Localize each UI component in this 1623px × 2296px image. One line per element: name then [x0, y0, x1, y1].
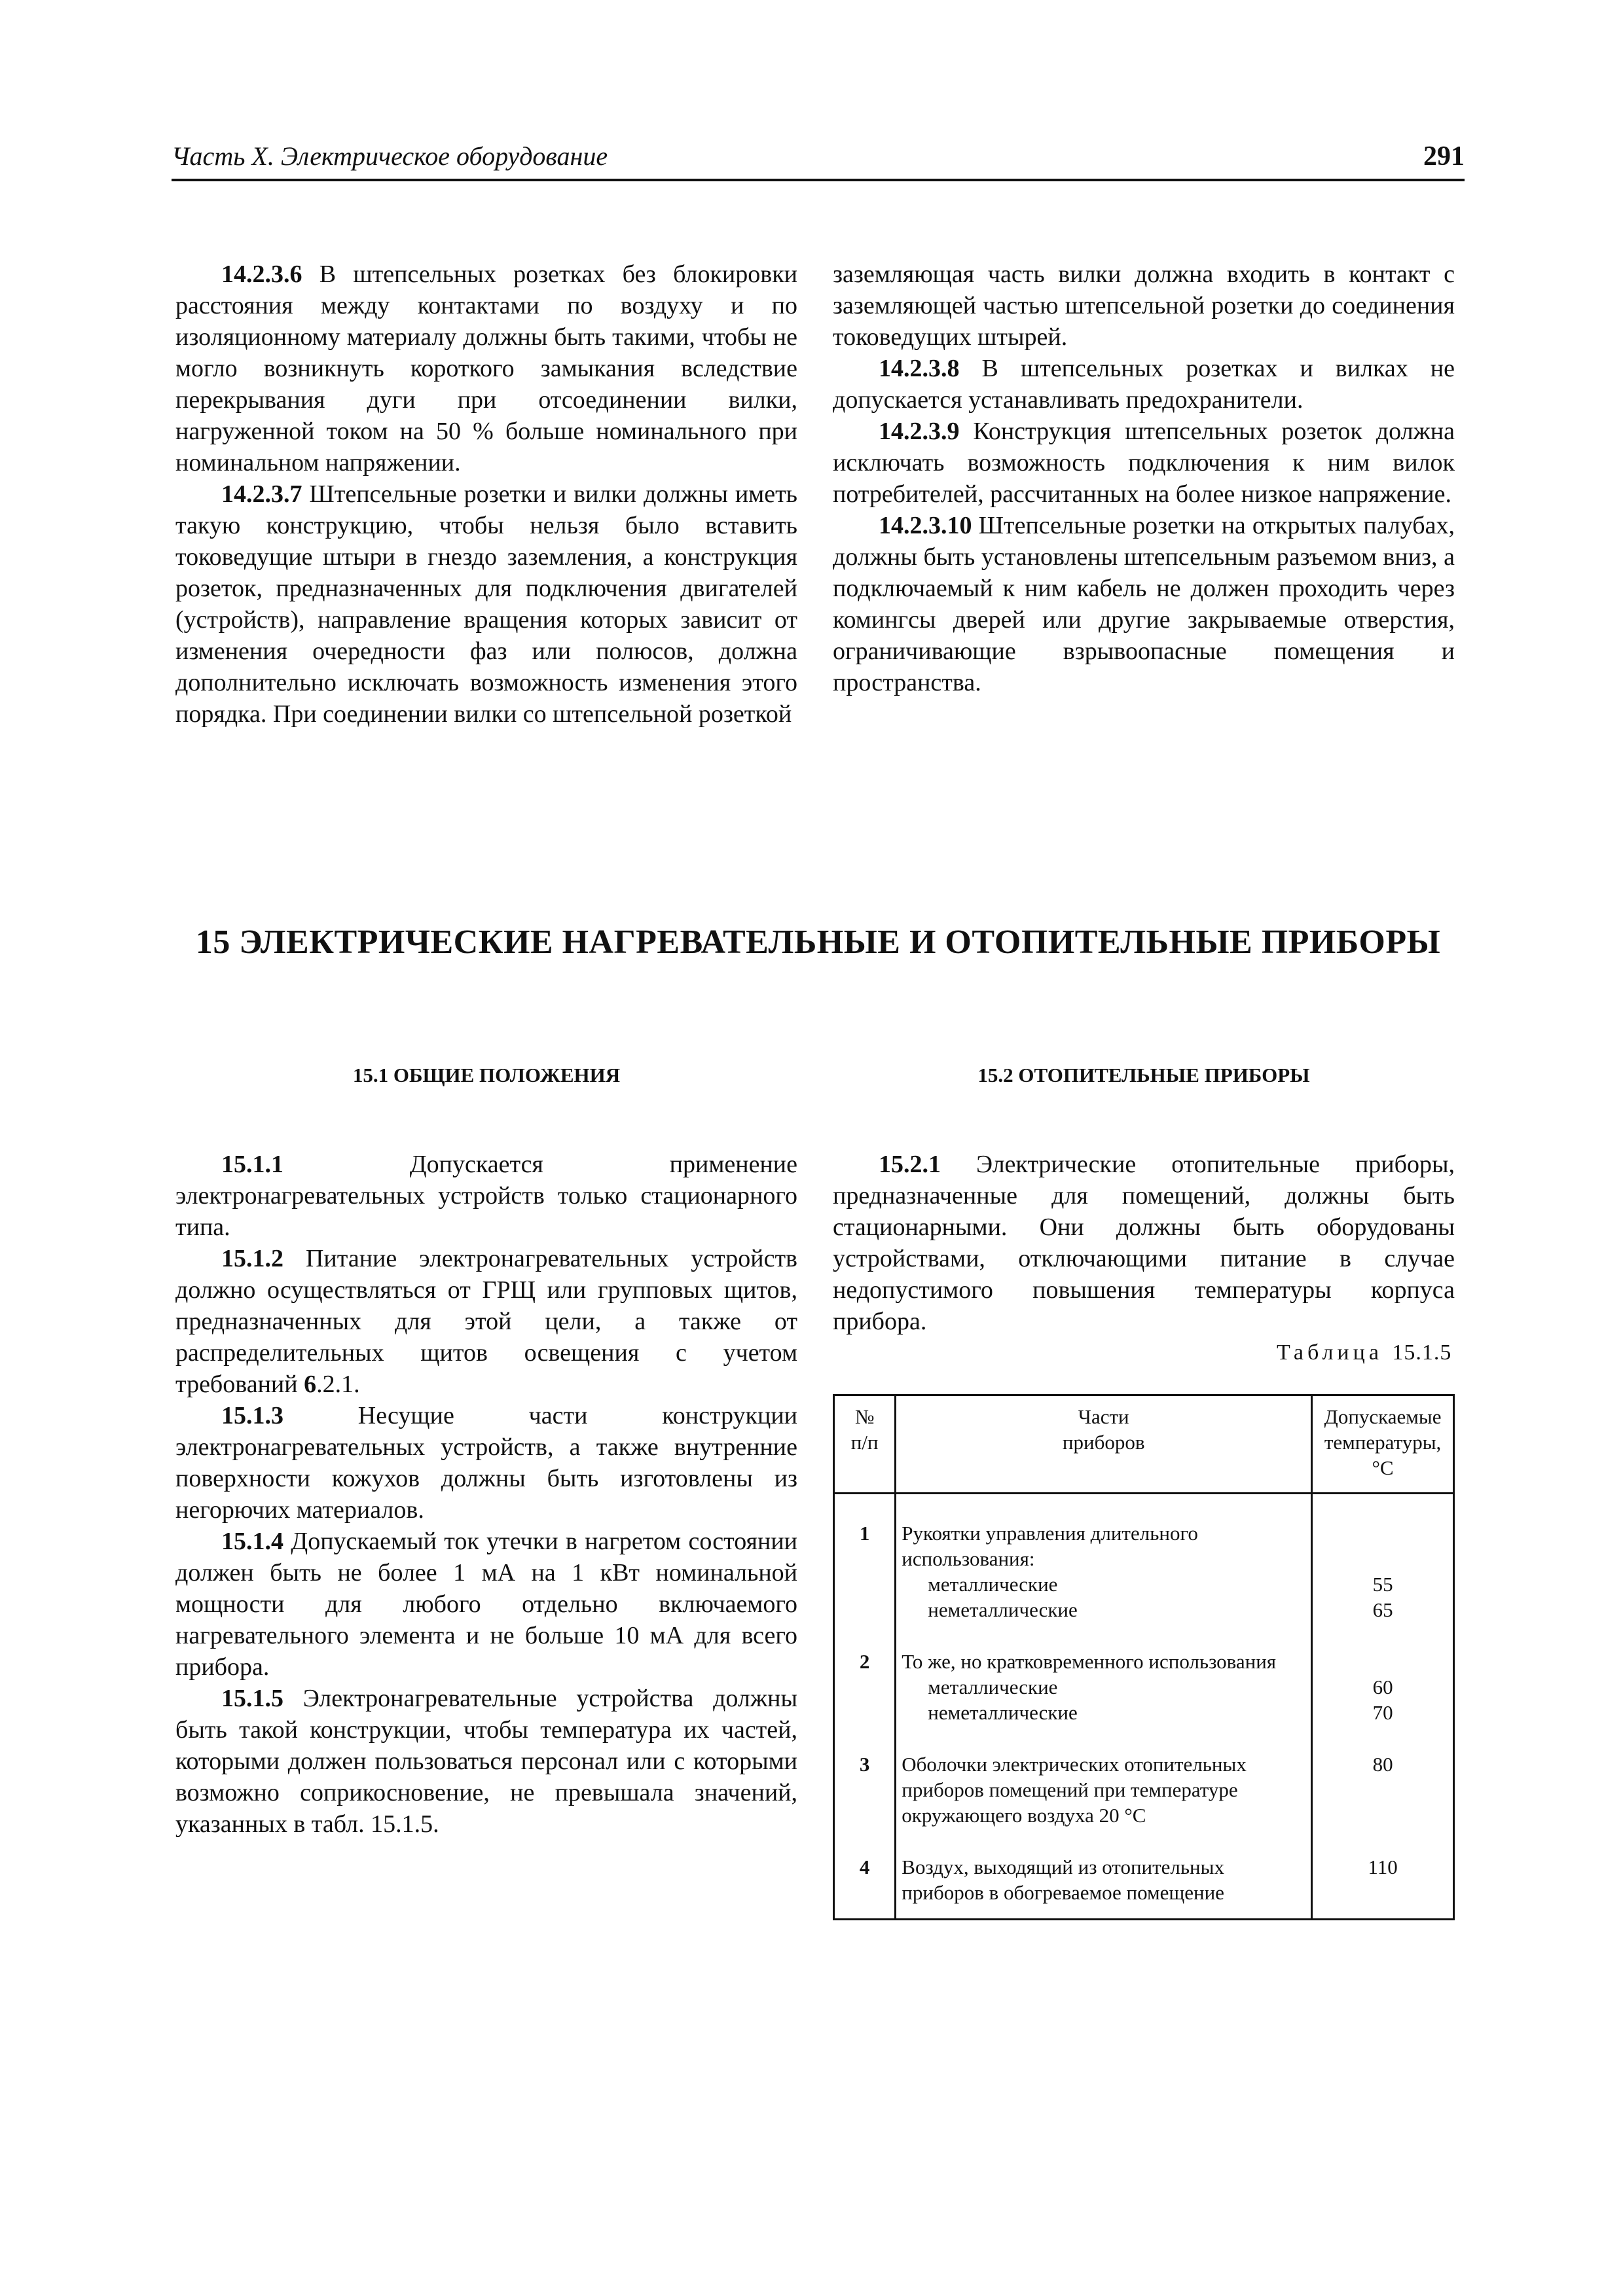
- row-number: 4: [834, 1854, 896, 1905]
- paragraph-text: В штепсельных розетках без блокировки расстояния между контактами по воздуху и по изоляционному материалу должны быть такими, чтобы не могло возникнуть короткого замыкания вследствие перекрывания дуги при отсоединении вилки, нагруженной током на 50 % больше номинального при номинальном напряжении.: [175, 260, 797, 476]
- subrow-name: неметаллические: [928, 1598, 1078, 1621]
- paragraph-14-2-3-6: [175, 259, 797, 478]
- row-number: 3: [834, 1751, 896, 1828]
- row-number: 1: [834, 1520, 896, 1571]
- row-number: 2: [834, 1649, 896, 1674]
- row-value: [1312, 1520, 1454, 1571]
- table-subrow: [834, 1571, 1454, 1597]
- paragraph-number: 14.2.3.10: [879, 512, 972, 539]
- paragraph-number: 14.2.3.9: [879, 418, 960, 445]
- table-caption: [1277, 1340, 1451, 1365]
- reference-number: 6: [304, 1371, 317, 1398]
- subrow-name: неметаллические: [928, 1701, 1078, 1724]
- header-text: №: [854, 1405, 875, 1428]
- row-value: 110: [1312, 1854, 1454, 1905]
- row-value: [1312, 1649, 1454, 1674]
- paragraph-number: 15.1.1: [221, 1151, 283, 1178]
- top-left-column: [175, 259, 797, 730]
- table-caption-number: 15.1.5: [1392, 1340, 1452, 1365]
- paragraph-number: 14.2.3.6: [221, 260, 302, 288]
- table-subrow: [834, 1597, 1454, 1623]
- table-header-row: [834, 1395, 1454, 1494]
- row-value: 80: [1312, 1751, 1454, 1828]
- header-temperature: [1312, 1395, 1454, 1494]
- paragraph-number: 15.1.3: [221, 1402, 283, 1429]
- paragraph-15-1-5: [175, 1683, 797, 1840]
- paragraph-15-1-3: [175, 1400, 797, 1526]
- row-name: Воздух, выходящий из отопительных приборов в обогреваемое помещение: [896, 1854, 1312, 1905]
- table-subrow: [834, 1674, 1454, 1700]
- header-text: Части: [1078, 1405, 1129, 1428]
- header-text: Допускаемые: [1324, 1405, 1442, 1428]
- section-title-15-1: 15.1 ОБЩИЕ ПОЛОЖЕНИЯ: [352, 1064, 621, 1086]
- subrow-name: металлические: [928, 1676, 1058, 1698]
- paragraph-text: .2.1.: [316, 1371, 360, 1398]
- chapter-title: 15 ЭЛЕКТРИЧЕСКИЕ НАГРЕВАТЕЛЬНЫЕ И ОТОПИТЕЛЬНЫЕ ПРИБОРЫ: [195, 924, 1441, 961]
- paragraph-14-2-3-7: [175, 478, 797, 730]
- header-text: температуры,: [1324, 1431, 1442, 1454]
- subrow-value: 60: [1312, 1674, 1454, 1700]
- paragraph-number: 15.1.4: [221, 1528, 283, 1555]
- paragraph-14-2-3-9: [833, 416, 1455, 510]
- page-number: 291: [1423, 141, 1465, 171]
- table-row: [834, 1854, 1454, 1905]
- running-title: Часть X. Электрическое оборудование: [172, 141, 608, 171]
- bottom-right-column: [833, 1149, 1455, 1337]
- row-name: Рукоятки управления длительного использования:: [896, 1520, 1312, 1571]
- paragraph-continuation: [833, 259, 1455, 353]
- bottom-left-column: [175, 1149, 797, 1840]
- table-subrow: [834, 1700, 1454, 1725]
- paragraph-text: Питание электронагревательных устройств должно осуществляться от ГРЩ или групповых щитов, предназначенных для этой цели, а также от распределительных щитов освещения с учетом требований: [175, 1245, 797, 1398]
- paragraph-text: Электрические отопительные приборы, предназначенные для помещений, должны быть стационарными. Они должны быть оборудованы устройствами, отключающими питание в случае недопустимого повышения температуры корпуса прибора.: [833, 1151, 1455, 1335]
- table-row: [834, 1649, 1454, 1674]
- subrow-value: 65: [1312, 1597, 1454, 1623]
- top-right-column: [833, 259, 1455, 698]
- paragraph-15-2-1: [833, 1149, 1455, 1337]
- paragraph-14-2-3-8: [833, 353, 1455, 416]
- paragraph-15-1-2: [175, 1243, 797, 1400]
- page-header: [172, 141, 1465, 181]
- paragraph-number: 14.2.3.7: [221, 480, 302, 508]
- paragraph-14-2-3-10: [833, 510, 1455, 698]
- table-row: [834, 1751, 1454, 1828]
- paragraph-text: Штепсельные розетки и вилки должны иметь такую конструкцию, чтобы нельзя было вставить токоведущие штыри в гнездо заземления, а конструкция розеток, предназначенных для подключения двигателей (устройств), направление вращения которых зависит от изменения очередности фаз или полюсов, должна дополнительно исключать возможность изменения этого порядка. При соединении вилки со штепсельной розеткой: [175, 480, 797, 728]
- header-number: [834, 1395, 896, 1494]
- paragraph-text: Допускается применение электронагревательных устройств только стационарного типа.: [175, 1151, 797, 1241]
- subrow-name: металлические: [928, 1573, 1058, 1596]
- temperature-table: [833, 1394, 1455, 1920]
- subrow-value: 70: [1312, 1700, 1454, 1725]
- table-row: [834, 1520, 1454, 1571]
- paragraph-text: Электронагревательные устройства должны быть такой конструкции, чтобы температура их частей, которыми должен пользоваться персонал или с которыми возможно соприкосновение, не превышала значений, указанных в табл. 15.1.5.: [175, 1685, 797, 1838]
- paragraph-text: заземляющая часть вилки должна входить в контакт с заземляющей частью штепсельной розетки до соединения токоведущих штырей.: [833, 260, 1455, 351]
- paragraph-number: 15.1.2: [221, 1245, 283, 1272]
- paragraph-number: 14.2.3.8: [879, 355, 960, 382]
- paragraph-text: Конструкция штепсельных розеток должна исключать возможность подключения к ним вилок потребителей, рассчитанных на более низкое напряжение.: [833, 418, 1455, 508]
- paragraph-text: Допускаемый ток утечки в нагретом состоянии должен быть не более 1 мА на 1 кВт номинальной мощности для любого отдельно включаемого нагревательного элемента и не больше 10 мА для всего прибора.: [175, 1528, 797, 1681]
- paragraph-text: Несущие части конструкции электронагревательных устройств, а также внутренние поверхности кожухов должны быть изготовлены из негорючих материалов.: [175, 1402, 797, 1524]
- header-parts: [896, 1395, 1312, 1494]
- header-text: п/п: [850, 1431, 879, 1454]
- paragraph-number: 15.2.1: [879, 1151, 941, 1178]
- paragraph-15-1-4: [175, 1526, 797, 1683]
- row-name: Оболочки электрических отопительных приборов помещений при температуре окружающего воздуха 20 °C: [896, 1751, 1312, 1828]
- paragraph-15-1-1: [175, 1149, 797, 1243]
- header-text: °C: [1372, 1456, 1394, 1479]
- paragraph-text: Штепсельные розетки на открытых палубах, должны быть установлены штепсельным разъемом вниз, а подключаемый к ним кабель не должен проходить через комингсы дверей или другие закрываемые отверстия, ограничивающие взрывоопасные помещения и пространства.: [833, 512, 1455, 696]
- row-name: То же, но кратковременного использования: [896, 1649, 1312, 1674]
- header-text: приборов: [1062, 1431, 1145, 1454]
- subrow-value: 55: [1312, 1571, 1454, 1597]
- section-title-15-2: 15.2 ОТОПИТЕЛЬНЫЕ ПРИБОРЫ: [977, 1064, 1310, 1086]
- paragraph-number: 15.1.5: [221, 1685, 283, 1712]
- table-caption-word: Таблица: [1277, 1340, 1383, 1365]
- paragraph-text: В штепсельных розетках и вилках не допускается устанавливать предохранители.: [833, 355, 1455, 414]
